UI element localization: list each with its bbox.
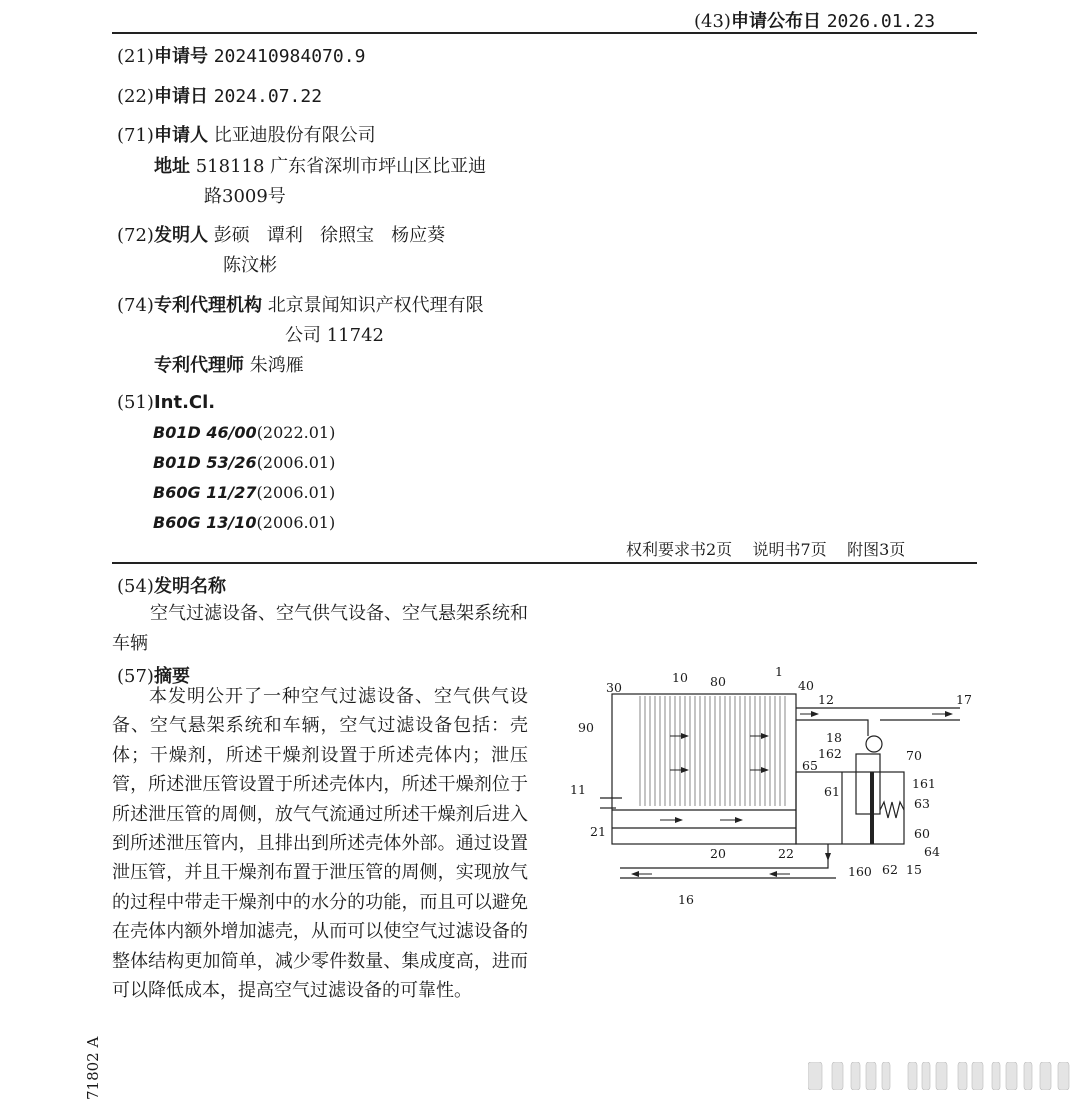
inventors-line2: 陈汶彬 [223, 255, 277, 276]
int-cl-item: B60G 11/27(2006.01) [153, 483, 336, 502]
fig-label: 17 [956, 692, 972, 707]
abstract-heading: (57)摘要 [117, 666, 190, 687]
invention-title-heading: (54)发明名称 [117, 576, 226, 597]
fig-label: 15 [906, 862, 922, 877]
fig-label: 70 [906, 748, 922, 763]
int-cl-heading: (51)Int.Cl. [117, 392, 216, 413]
fig-label: 90 [578, 720, 594, 735]
int-cl-item: B01D 46/00(2022.01) [153, 423, 336, 442]
fig-label: 65 [802, 758, 818, 773]
abstract-text: 本发明公开了一种空气过滤设备、空气供气设备、空气悬架系统和车辆，空气过滤设备包括：壳体；干燥剂，所述干燥剂设置于所述壳体内；泄压管，所述泄压管设置于所述壳体内，所述干燥剂位于所述泄压管的周侧，放气气流通过所述干燥剂后进入到所述泄压管内，且排出到所述壳体外部。通过设置泄压管，并且干燥剂布置于泄压管的周侧，实现放气的过程中带走干燥剂中的水分的功能，而且可以避免在壳体内额外增加滤壳，从而可以使空气过滤设备的整体结构更加简单，减少零件数量、集成度高，进而可以降低成本，提高空气过滤设备的可靠性。 [112, 686, 528, 1002]
fig-label: 162 [818, 746, 842, 761]
fig-label: 160 [848, 864, 872, 879]
abstract-figure [560, 660, 980, 910]
desiccant-hatching [640, 696, 785, 806]
fig-label: 62 [882, 862, 898, 877]
side-publication-number: 71802 A [84, 1036, 102, 1100]
int-cl-item: B60G 13/10(2006.01) [153, 513, 336, 532]
pages-divider [112, 562, 977, 564]
fig-label: 30 [606, 680, 622, 695]
fig-label: 63 [914, 796, 930, 811]
fig-label: 12 [818, 692, 834, 707]
publication-date: (43)申请公布日 2026.01.23 [694, 11, 936, 32]
fig-label: 22 [778, 846, 794, 861]
fig-label: 20 [710, 846, 726, 861]
barcode [808, 1062, 1070, 1090]
applicant: (71)申请人 比亚迪股份有限公司 [117, 125, 376, 146]
fig-label: 80 [710, 674, 726, 689]
valve-body [796, 772, 904, 844]
inventors: (72)发明人 彭硕 谭利 徐照宝 杨应葵 [117, 225, 446, 246]
header-divider [112, 32, 977, 34]
patent-agent: 专利代理师 朱鸿雁 [154, 355, 304, 376]
pages-info: 权利要求书2页 说明书7页 附图3页 [626, 540, 906, 559]
fig-label: 1 [775, 664, 783, 679]
patent-agency-line2: 公司 11742 [285, 325, 384, 346]
address-line2: 路3009号 [204, 186, 286, 207]
fig-label: 60 [914, 826, 930, 841]
application-number: (21)申请号 202410984070.9 [117, 46, 366, 67]
application-date: (22)申请日 2024.07.22 [117, 86, 323, 107]
fig-label: 10 [672, 670, 688, 685]
fig-label: 21 [590, 824, 606, 839]
housing [612, 694, 796, 844]
fig-label: 18 [826, 730, 842, 745]
fig-label: 161 [912, 776, 936, 791]
fig-label: 11 [570, 782, 586, 797]
address: 地址 518118 广东省深圳市坪山区比亚迪 [154, 156, 487, 177]
fig-label: 64 [924, 844, 940, 859]
fig-label: 16 [678, 892, 694, 907]
fig-label: 61 [824, 784, 840, 799]
int-cl-item: B01D 53/26(2006.01) [153, 453, 336, 472]
fig-label: 40 [798, 678, 814, 693]
patent-agency: (74)专利代理机构 北京景闻知识产权代理有限 [117, 295, 484, 316]
invention-title: 空气过滤设备、空气供气设备、空气悬架系统和车辆 [112, 603, 528, 654]
